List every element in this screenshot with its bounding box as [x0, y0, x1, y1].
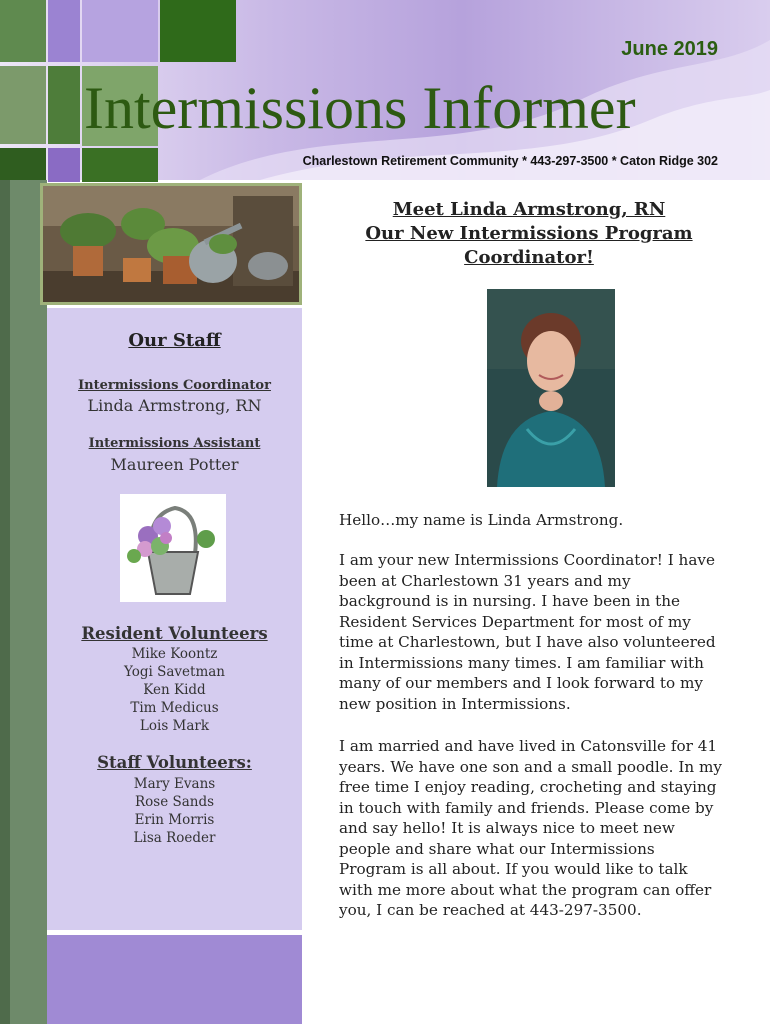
- article-title-line: Our New Intermissions Program: [365, 223, 693, 244]
- intro-paragraph: I am your new Intermissions Coordinator! I have been at Charlestown 31 years and my background is in nursing. I have been in the Resident Services Department for most of my time at Charlestown, but I have also volunteered in Intermissions many times. I am familiar with many of our members and I look forward to my new position in Intermissions.: [339, 551, 716, 713]
- staff-sidebar: [47, 308, 302, 930]
- volunteer-name: Rose Sands: [134, 794, 215, 810]
- sidebar-purple-footer: [47, 935, 302, 1024]
- left-dark-strip: [0, 180, 10, 1024]
- decor-square: [0, 148, 46, 182]
- personal-paragraph: I am married and have lived in Catonsville for 41 years. We have one son and a small poodle. In my free time I enjoy reading, crocheting and staying in touch with family and friends. Please come by and say hello! It is always nice to meet new people and share what our Intermissions Program is all about. If you would like to talk with me more about what the program can offer you, I can be reached at 443-297-3500.: [339, 737, 722, 919]
- resident-volunteers-list: [47, 645, 302, 735]
- decor-square: [0, 66, 46, 144]
- article-title-line: Meet Linda Armstrong, RN: [392, 199, 666, 220]
- decor-square: [0, 0, 46, 62]
- assistant-name: Maureen Potter: [110, 455, 239, 474]
- volunteer-name: Mike Koontz: [131, 646, 218, 662]
- volunteer-name: Tim Medicus: [130, 700, 219, 716]
- assistant-role: Intermissions Assistant: [88, 436, 261, 451]
- staff-volunteers-heading: Staff Volunteers:: [97, 753, 252, 772]
- volunteer-name: Erin Morris: [134, 812, 215, 828]
- our-staff-heading: Our Staff: [128, 330, 221, 351]
- coordinator-name: Linda Armstrong, RN: [87, 396, 262, 415]
- staff-volunteers-list: [47, 775, 302, 847]
- article-title: [330, 198, 728, 270]
- decor-square: [82, 0, 158, 62]
- volunteer-name: Lois Mark: [139, 718, 210, 734]
- issue-date: June 2019: [621, 38, 718, 60]
- article-title-line: Coordinator!: [464, 247, 594, 268]
- decor-square: [160, 0, 236, 62]
- decor-square: [48, 66, 80, 144]
- linda-armstrong-portrait: [487, 289, 615, 487]
- decor-square: [48, 0, 80, 62]
- resident-volunteers-heading: Resident Volunteers: [81, 624, 268, 643]
- flower-basket-image: [120, 494, 226, 602]
- volunteer-name: Ken Kidd: [143, 682, 206, 698]
- newsletter-title: Intermissions Informer: [84, 75, 636, 141]
- volunteer-name: Yogi Savetman: [124, 664, 225, 680]
- volunteer-name: Lisa Roeder: [133, 830, 216, 846]
- contact-line: Charlestown Retirement Community * 443-297-3500 * Caton Ridge 302: [302, 154, 718, 168]
- decor-square: [82, 148, 158, 182]
- coordinator-role: Intermissions Coordinator: [78, 378, 271, 393]
- volunteer-name: Mary Evans: [133, 776, 216, 792]
- decor-square: [48, 148, 80, 182]
- garden-pots-image: [40, 183, 302, 305]
- greeting-paragraph: Hello…my name is Linda Armstrong.: [339, 511, 624, 529]
